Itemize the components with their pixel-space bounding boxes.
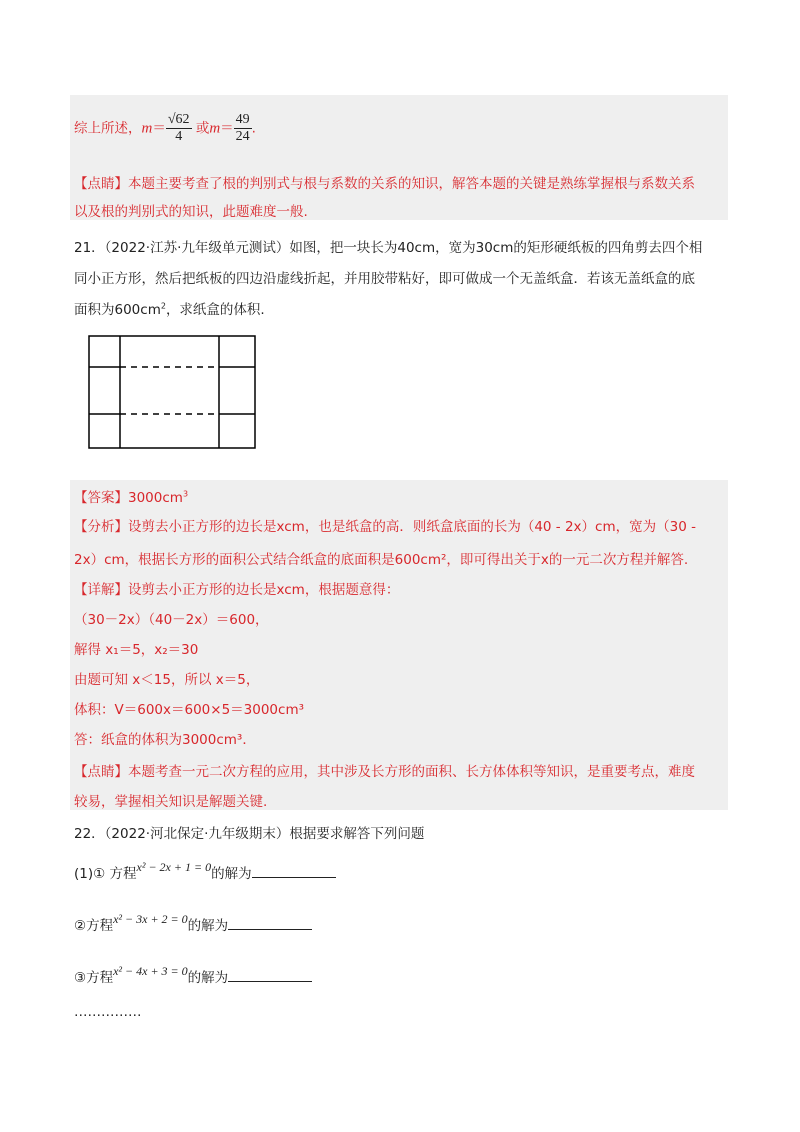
detail-line-4: 由题可知 x＜15，所以 x＝5，: [74, 672, 260, 688]
q21-line-3: 面积为$600cm^2$，求纸盒的体积.: [74, 301, 265, 318]
answer-blank-3[interactable]: [228, 967, 312, 982]
comment21-line-2: 较易，掌握相关知识是解题关键.: [74, 794, 268, 810]
detail-line-1: 【详解】设剪去小正方形的边长是xcm，根据题意得：: [74, 582, 400, 598]
detail-line-3: 解得 x₁＝5，x₂＝30: [74, 642, 199, 658]
cardboard-figure: [88, 335, 258, 451]
answer-line: 【答案】$3000cm^3$: [74, 489, 189, 506]
q22-item-2: ②方程x² − 3x + 2 = 0的解为: [74, 914, 312, 934]
equation-3: x² − 4x + 3 = 0: [113, 964, 188, 978]
q21-line-2: 同小正方形，然后把纸板的四边沿虚线折起，并用胶带粘好，即可做成一个无盖纸盒．若该无盖纸盒的底: [74, 271, 695, 287]
analysis-line-1: 【分析】设剪去小正方形的边长是xcm，也是纸盒的高．则纸盒底面的长为（40 - 2x）cm，宽为（30 -: [74, 519, 696, 535]
detail-line-6: 答：纸盒的体积为3000cm³．: [74, 732, 256, 748]
summary-prefix: 综上所述，: [74, 120, 142, 137]
q22-item-3: ③方程x² − 4x + 3 = 0的解为: [74, 966, 312, 986]
analysis-line-2: 2x）cm，根据长方形的面积公式结合纸盒的底面积是600cm²，即可得出关于x的一元二次方程并解答.: [74, 552, 689, 568]
fraction-sqrt62-over-4: $\frac{√62}{4}$: [167, 112, 190, 144]
q22-line-1: 22．（2022·河北保定·九年级期末）根据要求解答下列问题: [74, 826, 425, 842]
outer-rectangle: [89, 336, 255, 448]
comment-tag: 【点睛】: [74, 176, 128, 192]
comment21-line-1: 【点睛】本题考查一元二次方程的应用，其中涉及长方形的面积、长方体体积等知识，是重要考点，难度: [74, 764, 695, 780]
detail-line-2: （30－2x）（40－2x）＝600，: [74, 612, 269, 628]
answer-blank-1[interactable]: [252, 863, 336, 878]
comment-line-1: 【点睛】本题主要考查了根的判别式与根与系数的关系的知识，解答本题的关键是熟练掌握根与系数关系: [74, 176, 695, 192]
equation-1: x² − 2x + 1 = 0: [136, 860, 212, 874]
comment-line-2: 以及根的判别式的知识，此题难度一般.: [74, 204, 308, 220]
q21-line-1: 21．（2022·江苏·九年级单元测试）如图，把一块长为40cm，宽为30cm的矩形硬纸板的四角剪去四个相: [74, 240, 703, 256]
ellipsis: ……………: [74, 1004, 142, 1020]
detail-line-5: 体积：V＝600x＝600×5＝3000cm³: [74, 702, 305, 718]
fraction-49-over-24: $\frac{49}{24}$: [235, 112, 250, 144]
equation-2: x² − 3x + 2 = 0: [113, 912, 188, 926]
answer-blank-2[interactable]: [228, 915, 312, 930]
q22-item-1: (1)① 方程x² − 2x + 1 = 0的解为: [74, 862, 336, 882]
summary-line: 综上所述，m＝ $\frac{√62}{4}$ 或m＝ $\frac{49}{24}$ .: [74, 112, 256, 144]
